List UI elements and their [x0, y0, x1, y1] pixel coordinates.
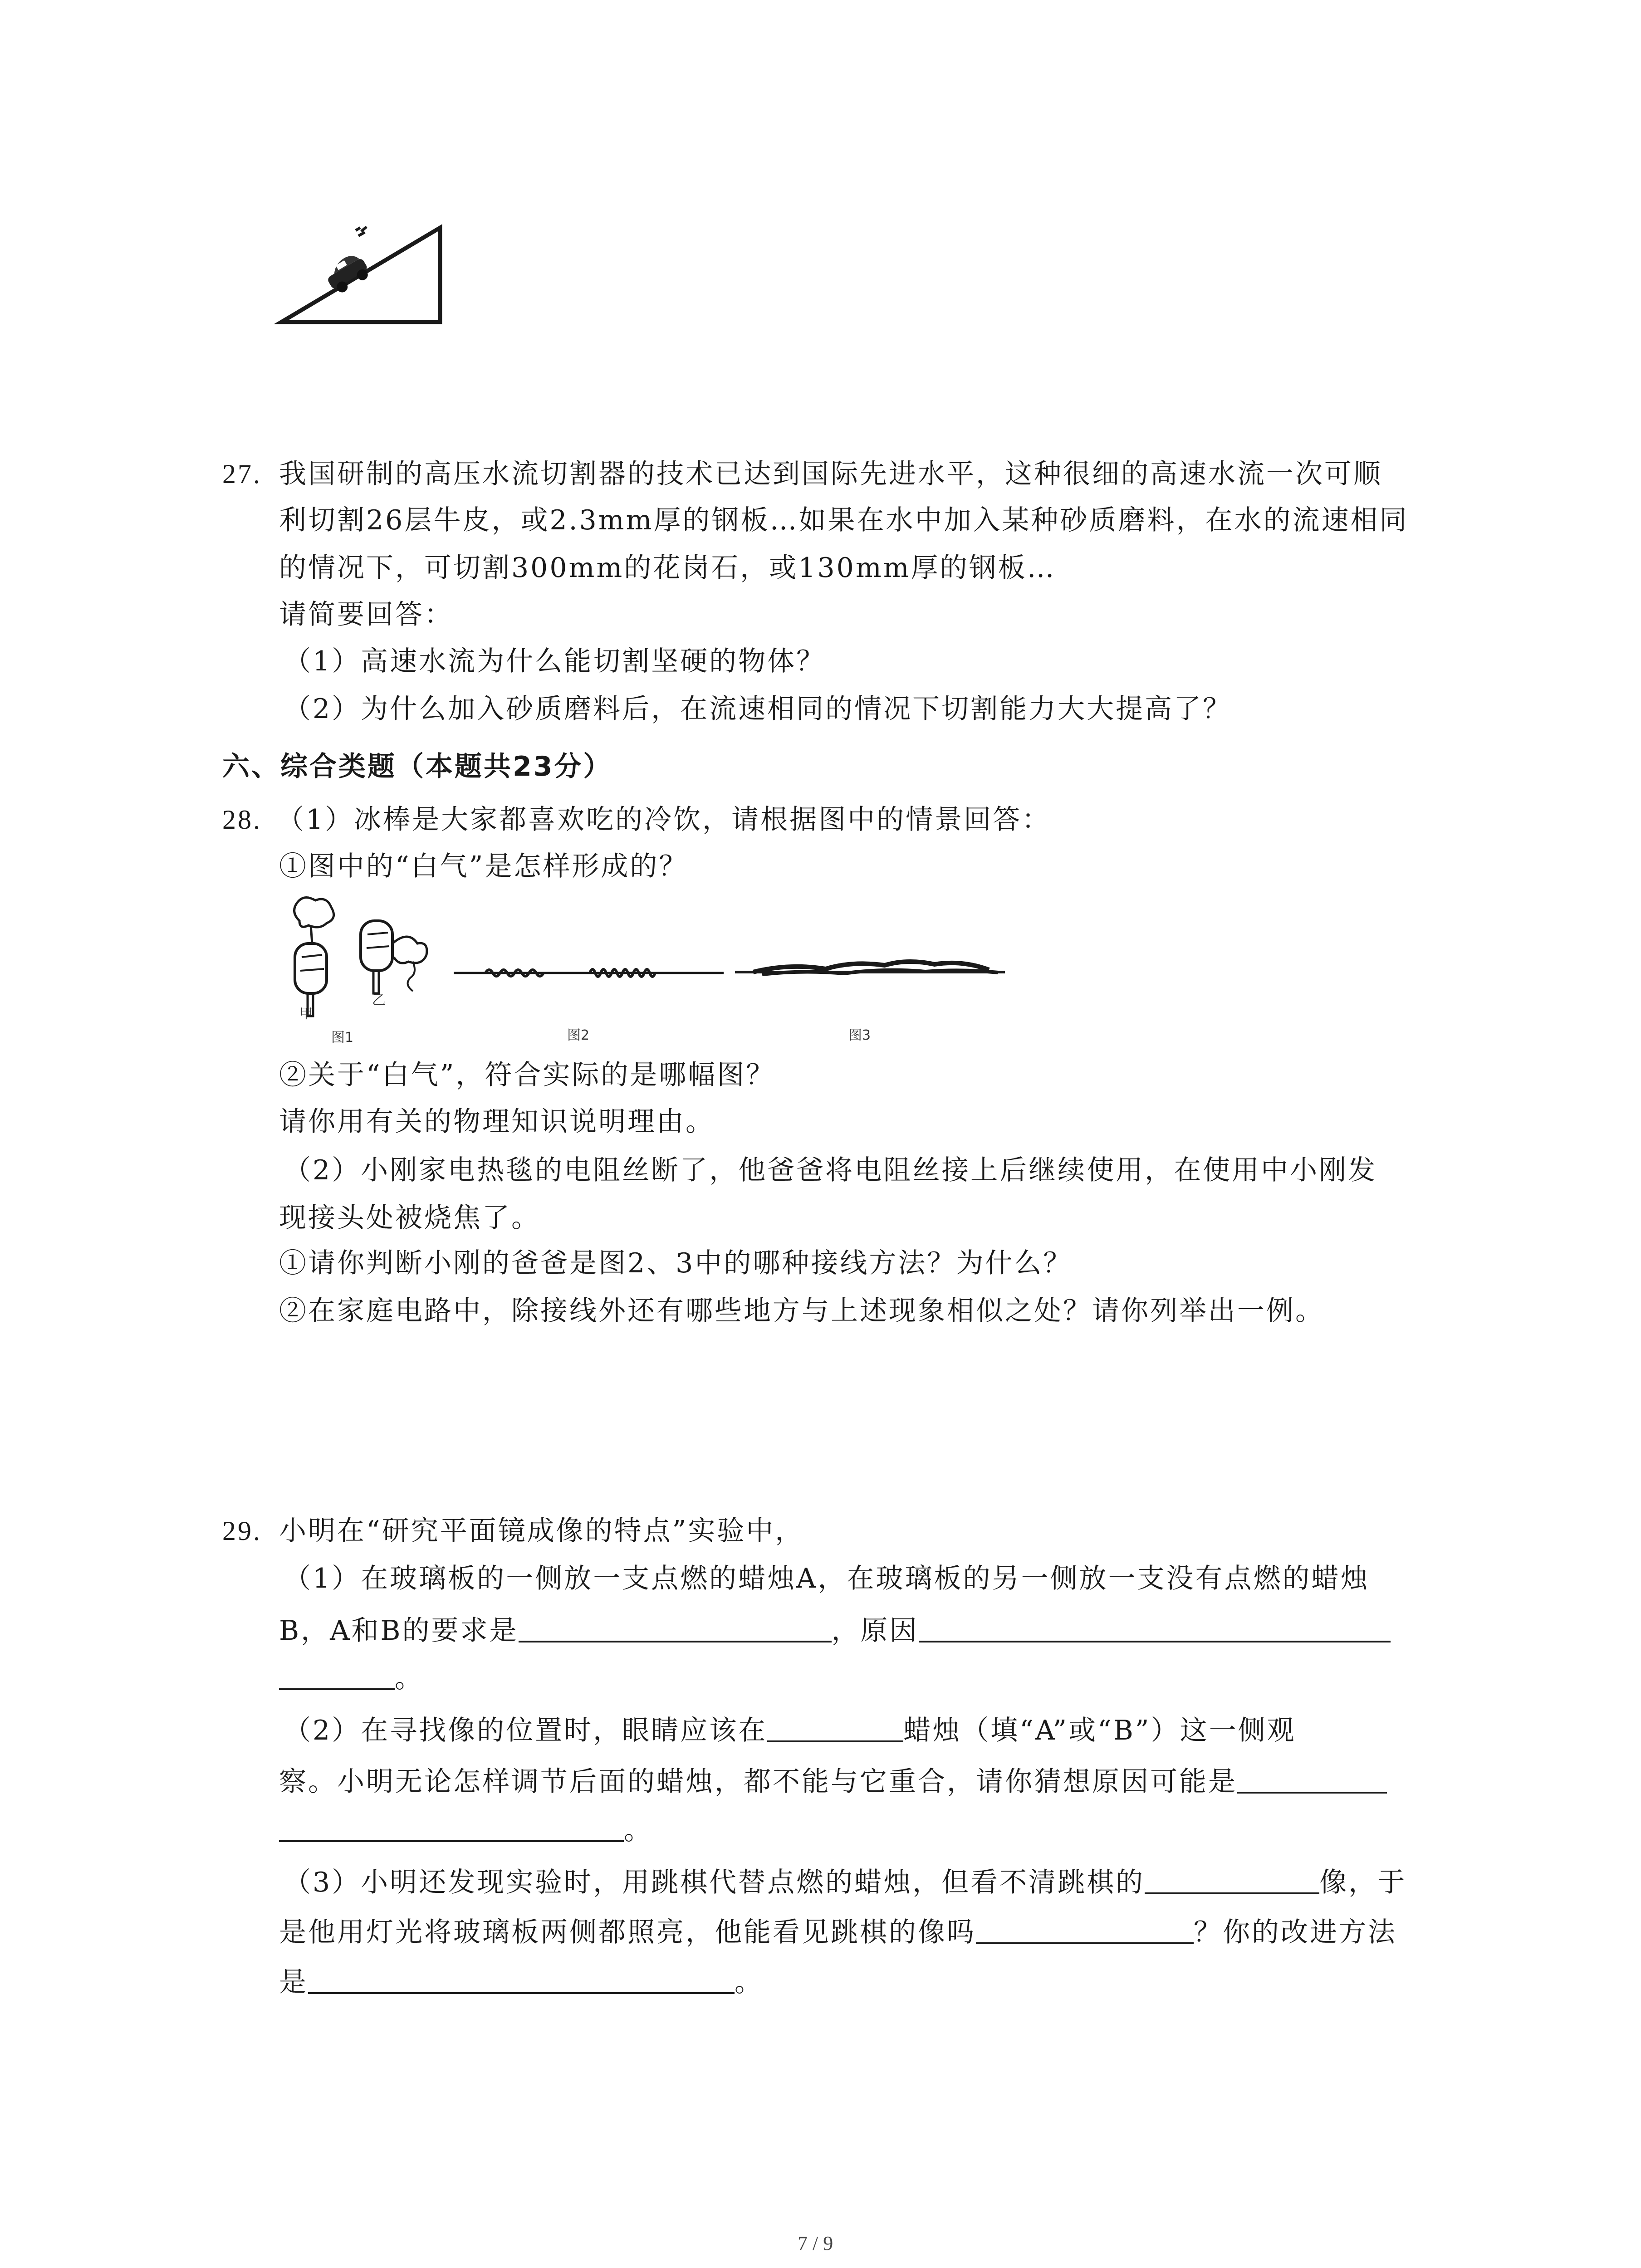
q28-part1-question-2: ②关于“白气”，符合实际的是哪幅图？	[279, 1059, 775, 1091]
figure-1-label: 图1	[331, 1030, 354, 1046]
q29-part2-text-a: （2）在寻找像的位置时，眼睛应该在	[284, 1715, 768, 1746]
q29-part2-end: 。	[624, 1814, 653, 1846]
q29-part1-line-2	[279, 1613, 1391, 1649]
q28-part2-question-1: ①请你判断小刚的爸爸是图2、3中的哪种接线方法？为什么？	[279, 1247, 1073, 1279]
q28-part1-intro: （1）冰棒是大家都喜欢吃的冷饮，请根据图中的情景回答：	[277, 804, 1051, 836]
q28-number: 28.	[222, 805, 262, 835]
q29-part3-end: 。	[735, 1966, 764, 1998]
q29-part3-text-e: 是	[279, 1966, 308, 1998]
q28-part2-question-2: ②在家庭电路中，除接线外还有哪些地方与上述现象相似之处？请你列举出一例。	[279, 1295, 1324, 1327]
q29-part2-text-b: 蜡烛（填“A”或“B”）这一侧观	[903, 1715, 1296, 1746]
q27-text-line-2: 利切割26层牛皮，或2.3mm厚的钢板…如果在水中加入某种砂质磨料，在水的流速相同	[279, 504, 1409, 536]
answer-blank-image-type[interactable]	[1145, 1866, 1319, 1894]
q29-part1-text-a: B，A和B的要求是	[279, 1615, 519, 1647]
wire-joint-figure-3	[735, 952, 1007, 988]
q29-part2-line-1	[284, 1712, 1296, 1749]
q29-part3-text-d: ？你的改进方法	[1194, 1916, 1397, 1948]
figure-label-jia: 甲	[299, 1006, 313, 1022]
q28-part2-intro-line-1: （2）小刚家电热毯的电阻丝断了，他爸爸将电阻丝接上后继续使用，在使用中小刚发	[284, 1154, 1377, 1186]
answer-blank-eye-side[interactable]	[767, 1714, 903, 1742]
q29-part2-text-c: 察。小明无论怎样调节后面的蜡烛，都不能与它重合，请你猜想原因可能是	[279, 1766, 1237, 1798]
figure-2-label: 图2	[567, 1027, 590, 1043]
q27-prompt: 请简要回答：	[279, 599, 453, 631]
q29-part1-line-1: （1）在玻璃板的一侧放一支点燃的蜡烛A，在玻璃板的另一侧放一支没有点燃的蜡烛	[284, 1563, 1370, 1594]
answer-blank-reason-cont[interactable]	[279, 1662, 395, 1690]
q28-part2-intro-line-2: 现接头处被烧焦了。	[279, 1202, 540, 1234]
q29-part2-line-2	[279, 1764, 1387, 1800]
answer-blank-reason[interactable]	[919, 1614, 1391, 1642]
q27-text-line-3: 的情况下，可切割300mm的花岗石，或130mm厚的钢板…	[279, 552, 1056, 584]
q29-part2-line-3	[279, 1812, 653, 1848]
figure-label-yi: 乙	[372, 992, 386, 1008]
q29-part3-line-1	[284, 1864, 1406, 1901]
q27-number: 27.	[222, 459, 262, 489]
answer-blank-can-see-image[interactable]	[976, 1916, 1194, 1944]
q29-part3-line-2	[279, 1914, 1397, 1950]
q28-part1-question-1: ①图中的“白气”是怎样形成的？	[279, 850, 688, 882]
q27-sub-question-1: （1）高速水流为什么能切割坚硬的物体？	[284, 645, 826, 677]
section-heading: 六、综合类题（本题共23分）	[222, 751, 612, 782]
answer-blank-ab-requirement[interactable]	[519, 1614, 832, 1642]
figure-3-label: 图3	[848, 1027, 871, 1043]
answer-blank-possible-cause-cont[interactable]	[279, 1814, 624, 1842]
answer-blank-improvement[interactable]	[308, 1966, 735, 1994]
q29-part3-text-a: （3）小明还发现实验时，用跳棋代替点燃的蜡烛，但看不清跳棋的	[284, 1867, 1145, 1898]
q27-sub-question-2: （2）为什么加入砂质磨料后，在流速相同的情况下切割能力大大提高了？	[284, 693, 1232, 725]
q29-part3-text-b: 像，于	[1319, 1867, 1407, 1898]
q29-part3-text-c: 是他用灯光将玻璃板两侧都照亮，他能看见跳棋的像吗	[279, 1916, 976, 1948]
q29-intro: 小明在“研究平面镜成像的特点”实验中，	[279, 1515, 804, 1547]
q29-part3-line-3	[279, 1964, 764, 2000]
answer-blank-possible-cause[interactable]	[1237, 1765, 1387, 1794]
q29-part1-end: 。	[395, 1662, 424, 1694]
q29-number: 29.	[222, 1516, 262, 1546]
car-on-incline-figure	[272, 218, 463, 336]
q29-part1-text-b: ，原因	[831, 1615, 919, 1647]
q27-text-line-1: 我国研制的高压水流切割器的技术已达到国际先进水平，这种很细的高速水流一次可顺	[279, 458, 1382, 490]
page-number: 7 / 9	[798, 2232, 833, 2254]
q28-part1-reason: 请你用有关的物理知识说明理由。	[279, 1106, 715, 1138]
wire-joint-figure-2	[454, 959, 726, 987]
q29-part1-line-3	[279, 1660, 424, 1696]
